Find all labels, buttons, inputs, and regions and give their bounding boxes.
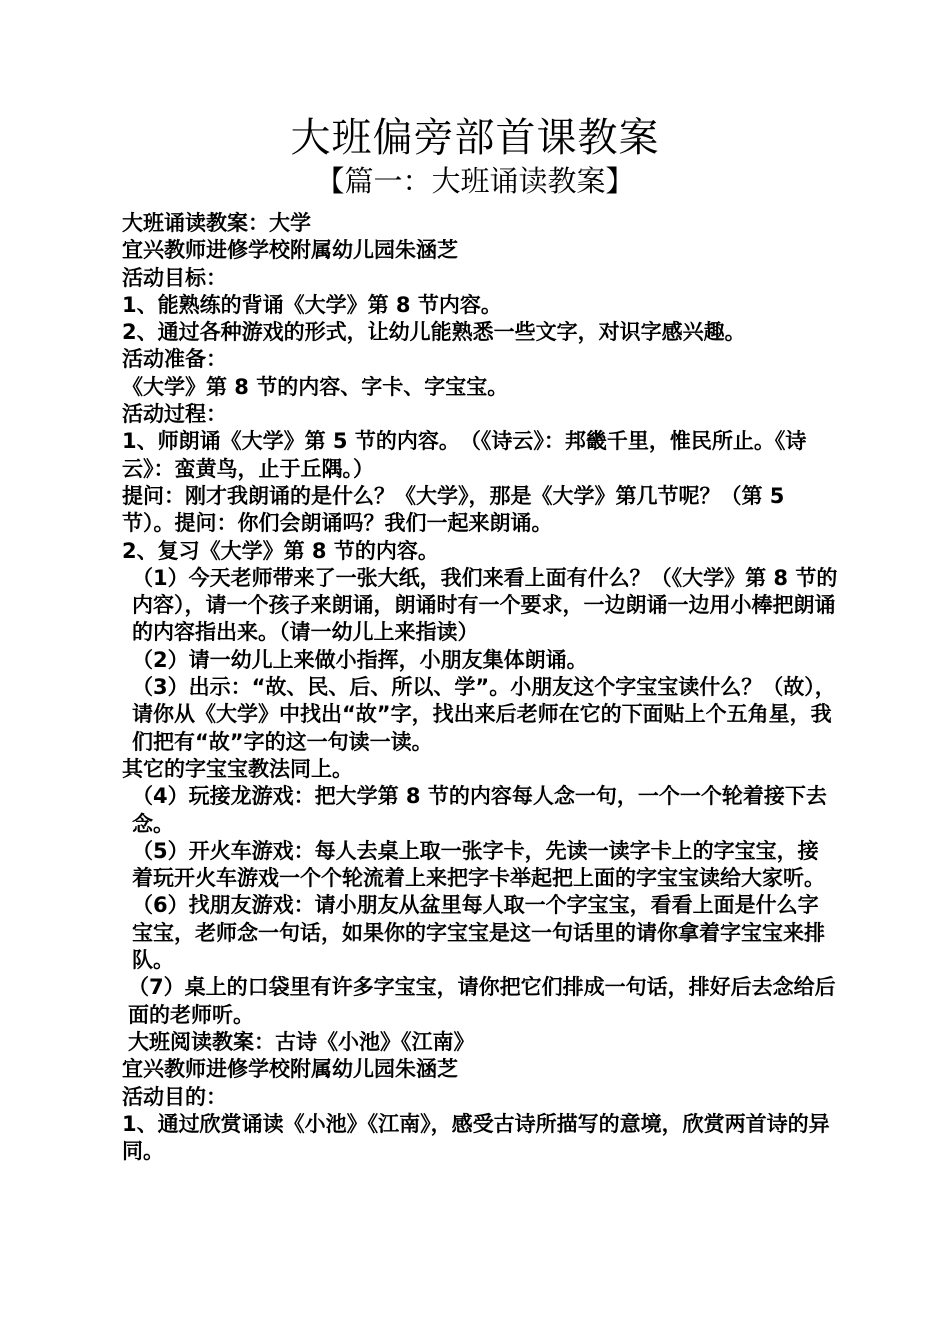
process-substep: （4）玩接龙游戏：把大学第 8 节的内容每人念一句，一个一个轮着接下去念。	[132, 784, 827, 836]
process-substep: （1）今天老师带来了一张大纸，我们来看上面有什么？（《大学》第 8 节的内容），请一个孩子来朗诵，朗诵时有一个要求，一边朗诵一边用小棒把朗诵的内容指出来。（请一幼儿上来指读）	[132, 565, 838, 645]
section-label: 活动准备：	[122, 347, 227, 372]
page-subtitle: 【篇一：大班诵读教案】	[315, 164, 635, 198]
section-heading: 大班阅读教案：古诗《小池》《江南》	[128, 1029, 475, 1054]
goal-item: 1、通过欣赏诵读《小池》《江南》，感受古诗所描写的意境，欣赏两首诗的异同。	[122, 1111, 830, 1164]
process-substep: （2）请一幼儿上来做小指挥，小朋友集体朗诵。	[132, 647, 588, 672]
section-heading: 大班诵读教案：大学	[122, 211, 311, 235]
page-title: 大班偏旁部首课教案	[290, 115, 660, 161]
process-note: 其它的字宝宝教法同上。	[122, 756, 353, 781]
section-label: 活动过程：	[122, 402, 227, 427]
process-step: 2、复习《大学》第 8 节的内容。	[122, 538, 439, 563]
process-step: 1、师朗诵《大学》第 5 节的内容。 （《诗云》：邦畿千里，惟民所止。《诗云》：蛮黄鸟，止于丘隅。）	[122, 429, 807, 481]
process-substep: （3）出示：“故、民、后、所以、学”。小朋友这个字宝宝读什么？（故），请你从《大学》中找出“故”字，找出来后老师在它的下面贴上个五角星，我们把有“故”字的这一句读一读。	[132, 675, 836, 754]
process-question: 提问：刚才我朗诵的是什么？《大学》，那是《大学》第几节呢？（第 5 节）。提问：你们会朗诵吗？我们一起来朗诵。	[122, 483, 785, 536]
process-substep: （5）开火车游戏：每人去桌上取一张字卡，先读一读字卡上的字宝宝，接着玩开火车游戏一个个轮流着上来把字卡举起把上面的字宝宝读给大家听。	[132, 838, 825, 891]
process-substep: （7）桌上的口袋里有许多字宝宝，请你把它们排成一句话，排好后去念给后面的老师听。	[128, 975, 836, 1027]
process-substep: （6）找朋友游戏：请小朋友从盆里每人取一个字宝宝，看看上面是什么字宝宝，老师念一句话，如果你的字宝宝是这一句话里的请你拿着字宝宝来排队。	[132, 893, 825, 973]
goal-item: 1、能熟练的背诵《大学》第 8 节内容。	[122, 292, 502, 317]
preparation-text: 《大学》第 8 节的内容、字卡、字宝宝。	[122, 374, 509, 399]
author-line: 宜兴教师进修学校附属幼儿园朱涵芝	[122, 238, 458, 263]
document-body	[116, 210, 838, 1165]
goal-item: 2、通过各种游戏的形式，让幼儿能熟悉一些文字，对识字感兴趣。	[122, 320, 746, 345]
author-line: 宜兴教师进修学校附属幼儿园朱涵芝	[122, 1057, 458, 1082]
section-label: 活动目标：	[122, 265, 227, 290]
section-label: 活动目的：	[122, 1084, 227, 1109]
